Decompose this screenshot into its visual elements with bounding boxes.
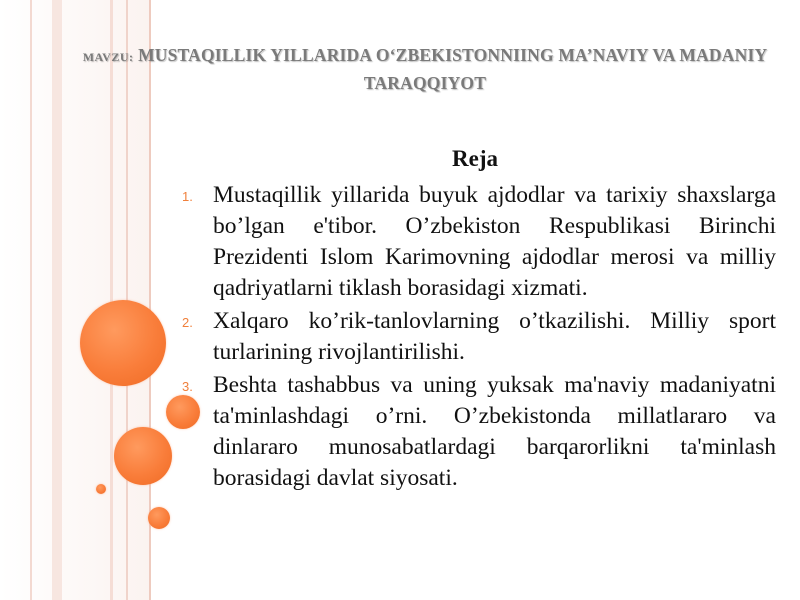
decorative-circle-small — [148, 507, 170, 529]
list-text: Beshta tashabbus va uning yuksak ma'naviy madaniyatni ta'minlashdagi o’rni. O’zbekistonda millatlararo va dinlararo munosabatlardagi barqarorlikni ta'minlash borasidagi davlat siyosati. — [213, 372, 776, 491]
title-text: MUSTAQILLIK YILLARIDA O‘ZBEKISTONNIING MA’NAVIY VA MADANIY TARAQQIYOT — [138, 45, 768, 93]
list-text: Mustaqillik yillarida buyuk ajdodlar va tarixiy shaxslarga bo’lgan e'tibor. O’zbekiston Respublikasi Birinchi Prezidenti Islom Karimovning ajdodlar merosi va milliy qadriyatlarni tiklash borasidagi xizmati. — [213, 182, 776, 301]
list-text: Xalqaro ko’rik-tanlovlarning o’tkazilishi. Milliy sport turlarining rivojlantirilishi. — [213, 308, 776, 365]
list-number: 3. — [182, 379, 193, 394]
decorative-line — [52, 0, 62, 600]
list-number: 1. — [182, 189, 193, 204]
list-item — [168, 370, 776, 494]
list-number: 2. — [182, 315, 193, 330]
decorative-circle-large — [80, 300, 166, 386]
title-prefix: MAVZU: — [82, 50, 134, 64]
decorative-circle-small — [96, 484, 106, 494]
decorative-line — [30, 0, 32, 600]
decorative-circle-medium — [114, 427, 172, 485]
slide-title — [80, 42, 770, 96]
plan-heading: Reja — [452, 146, 498, 171]
plan-list — [168, 180, 776, 496]
list-item — [168, 180, 776, 304]
list-item — [168, 306, 776, 368]
